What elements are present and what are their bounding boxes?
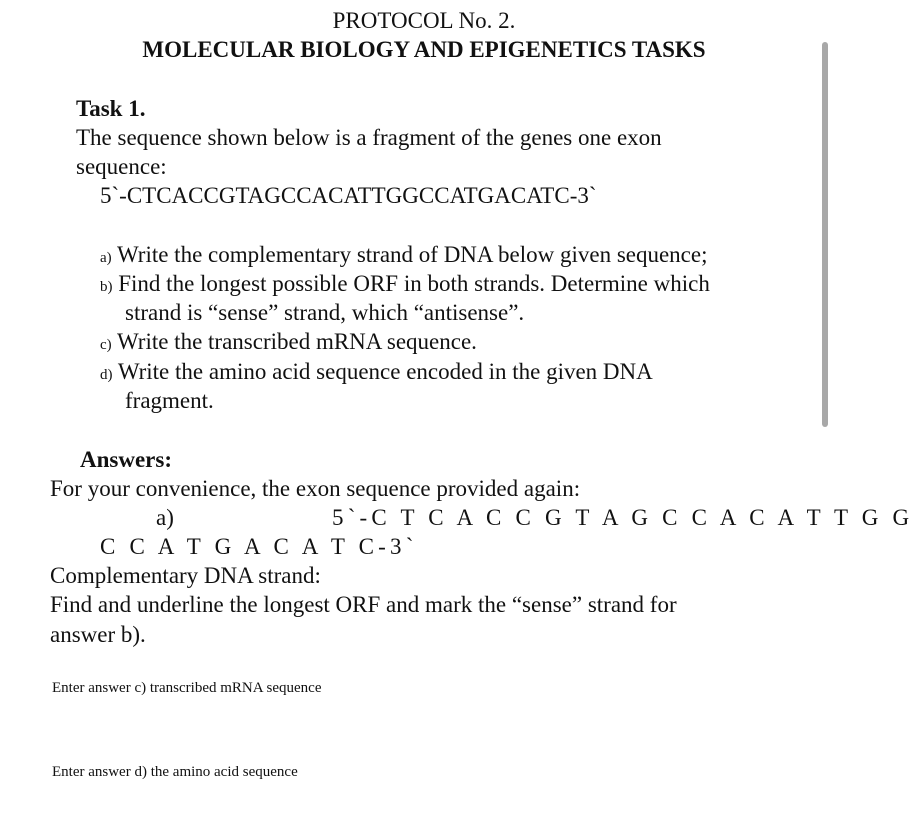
- answer-c-prompt: Enter answer c) transcribed mRNA sequence: [52, 680, 322, 696]
- orf-instruction-line-2: answer b).: [50, 622, 146, 647]
- task-item-c: [100, 327, 477, 360]
- task-intro-line-1: The sequence shown below is a fragment of the genes one exon: [76, 125, 662, 150]
- answer-c-input[interactable]: [48, 700, 792, 748]
- spaced-sequence-part-2: C C A T G A C A T C-3`: [100, 534, 418, 559]
- answer-a-marker: a): [156, 505, 174, 530]
- item-text: Write the complementary strand of DNA below given sequence;: [111, 242, 708, 267]
- scrollbar[interactable]: [822, 42, 828, 427]
- item-marker: b): [100, 279, 113, 295]
- protocol-number: PROTOCOL No. 2.: [332, 8, 516, 33]
- task-heading: Task 1.: [76, 96, 146, 121]
- convenience-note: For your convenience, the exon sequence provided again:: [50, 476, 581, 501]
- orf-instruction-line-1: Find and underline the longest ORF and mark the “sense” strand for: [50, 592, 677, 617]
- item-marker: d): [100, 367, 113, 383]
- dna-sequence: 5`-CTCACCGTAGCCACATTGGCCATGACATC-3`: [100, 183, 597, 208]
- item-text: Write the transcribed mRNA sequence.: [111, 329, 477, 354]
- task-intro-line-2: sequence:: [76, 154, 167, 179]
- item-marker: a): [100, 250, 112, 266]
- item-text: Write the amino acid sequence encoded in the given DNA: [112, 359, 653, 384]
- answer-d-prompt: Enter answer d) the amino acid sequence: [52, 764, 298, 780]
- complementary-strand-label: Complementary DNA strand:: [50, 563, 321, 588]
- item-marker: c): [100, 337, 112, 353]
- item-text: Find the longest possible ORF in both strands. Determine which: [112, 271, 710, 296]
- page-title: MOLECULAR BIOLOGY AND EPIGENETICS TASKS: [142, 37, 706, 62]
- task-item-d-continued: fragment.: [125, 388, 214, 413]
- task-item-b-continued: strand is “sense” strand, which “antisense”.: [125, 300, 525, 325]
- spaced-sequence-part-1: 5`-C T C A C C G T A G C C A C A T T G G: [332, 505, 913, 530]
- answer-d-input[interactable]: [48, 783, 792, 821]
- answers-heading: Answers:: [80, 447, 172, 472]
